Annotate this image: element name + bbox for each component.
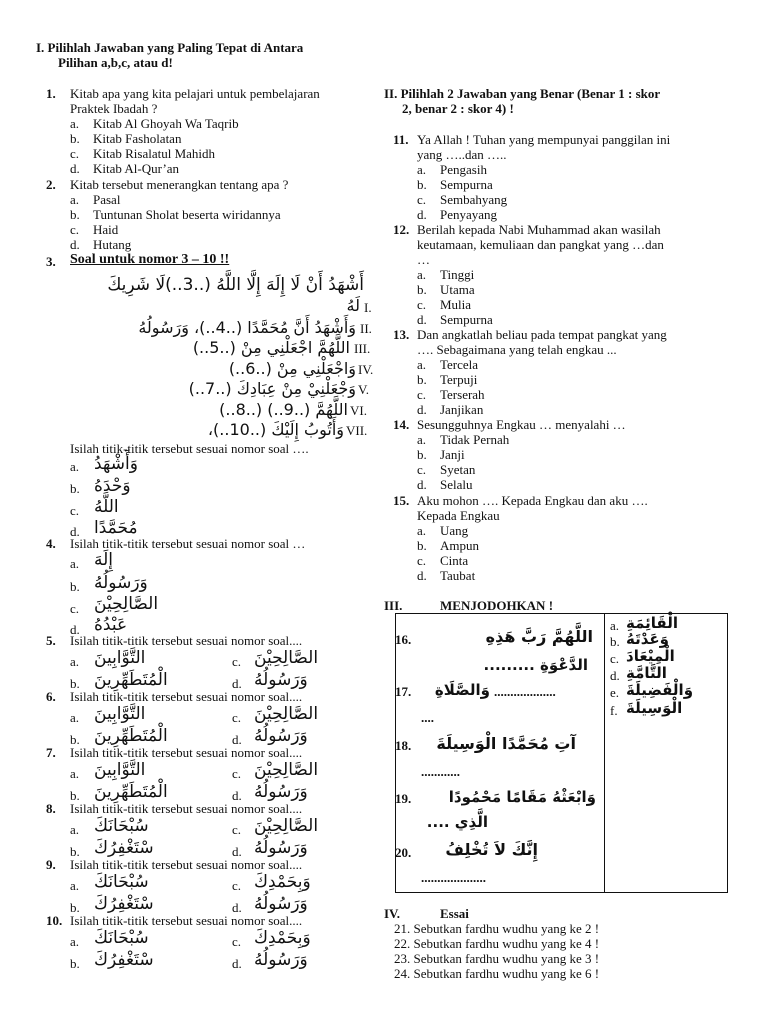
option-letter: a. xyxy=(70,878,80,893)
option-letter: d. xyxy=(70,237,80,252)
option-letter: c. xyxy=(417,297,427,312)
option-arabic: وَبِحَمْدِكَ xyxy=(254,928,311,948)
question-text: Kepada Engkau xyxy=(417,508,500,523)
option-arabic: سُبْحَانَكَ xyxy=(94,816,149,836)
matching-choice-letter: b. xyxy=(610,634,620,649)
passage-line: لَهُ xyxy=(346,296,360,315)
option-letter: b. xyxy=(70,676,80,691)
option-letter: c. xyxy=(70,601,80,616)
option-arabic: سْتَغْفِرُكَ xyxy=(94,894,154,914)
option-letter: d. xyxy=(232,900,242,915)
option-arabic: سُبْحَانَكَ xyxy=(94,872,149,892)
option-letter: d. xyxy=(417,312,427,327)
option-text: Janji xyxy=(440,447,465,462)
passage-line: وَاجْعَلْنِي مِنْ (..6..) xyxy=(228,359,356,378)
section3-title: MENJODOHKAN ! xyxy=(440,598,554,613)
option-arabic: وَرَسُولُهُ xyxy=(254,950,308,970)
matching-choice-letter: a. xyxy=(610,618,620,633)
option-letter: d. xyxy=(232,676,242,691)
question-prompt: Isilah titik-titik tersebut sesuai nomor soal.... xyxy=(70,633,303,648)
matching-item-arabic-line2: الَّذِي .... xyxy=(426,813,488,831)
option-arabic: إِلَهَ xyxy=(94,550,114,570)
option-arabic: سُبْحَانَكَ xyxy=(94,928,149,948)
option-arabic: وَرَسُولُهُ xyxy=(254,726,308,746)
section3-label: III. xyxy=(384,598,403,613)
roman-numeral: IV. xyxy=(358,362,374,377)
option-text: Kitab Risalatul Mahidh xyxy=(93,146,216,161)
option-letter: d. xyxy=(70,161,80,176)
question-text: …. Sebagaimana yang telah engkau ... xyxy=(417,342,617,357)
option-arabic: وَرَسُولُهُ xyxy=(254,838,308,858)
question-number: 14. xyxy=(393,417,410,432)
option-arabic: عَبْدُهُ xyxy=(94,615,128,635)
option-letter: b. xyxy=(70,844,80,859)
matching-choice-letter: d. xyxy=(610,668,620,683)
passage-line: أَشْهَدُ أَنْ لَا إِلَهَ إِلَّا اللَّهُ (..3..)لَا شَرِيكَ xyxy=(107,275,364,295)
option-letter: d. xyxy=(70,524,80,539)
matching-item-arabic: إِنَّكَ لاَ تُخْلِفُ xyxy=(445,840,538,859)
option-letter: a. xyxy=(70,556,80,571)
option-letter: b. xyxy=(417,538,427,553)
option-letter: a. xyxy=(417,357,427,372)
question-text: Dan angkatlah beliau pada tempat pangkat yang xyxy=(417,327,667,342)
option-letter: c. xyxy=(70,503,80,518)
option-letter: c. xyxy=(232,766,242,781)
option-text: Terpuji xyxy=(440,372,478,387)
option-letter: c. xyxy=(417,553,427,568)
option-letter: a. xyxy=(70,934,80,949)
option-letter: b. xyxy=(70,900,80,915)
option-letter: c. xyxy=(417,192,427,207)
question-text: Kitab apa yang kita pelajari untuk pembelajaran xyxy=(70,86,320,101)
matching-choice-arabic: الْقَائِمَةِ xyxy=(626,614,678,632)
section1-heading-line1: I. Pilihlah Jawaban yang Paling Tepat di Antara xyxy=(36,40,304,55)
option-letter: d. xyxy=(232,732,242,747)
option-letter: d. xyxy=(70,622,80,637)
question-number: 10. xyxy=(46,913,63,928)
essay-item: 21. Sebutkan fardhu wudhu yang ke 2 ! xyxy=(394,921,600,936)
option-letter: b. xyxy=(417,177,427,192)
option-text: Sempurna xyxy=(440,312,493,327)
matching-item-number: 19. xyxy=(395,791,412,806)
question-prompt: Isilah titik-titik tersebut sesuai nomor soal.... xyxy=(70,913,303,928)
option-letter: b. xyxy=(70,131,80,146)
option-letter: b. xyxy=(417,282,427,297)
option-arabic: اللَّهُ xyxy=(94,497,119,517)
question-number: 2. xyxy=(46,177,56,192)
option-arabic: وَرَسُولُهُ xyxy=(94,573,148,593)
passage-line: وَأَتُوبُ إِلَيْكَ (..10..)، xyxy=(207,420,344,439)
essay-item: 24. Sebutkan fardhu wudhu yang ke 6 ! xyxy=(394,966,600,981)
option-arabic: وَرَسُولُهُ xyxy=(254,670,308,690)
option-arabic: وَحْدَهُ xyxy=(94,476,131,496)
matching-item-number: 17. xyxy=(395,684,412,699)
question-prompt: Isilah titik-titik tersebut sesuai nomor soal …. xyxy=(70,441,309,456)
option-arabic: التَّوَّابِينَ xyxy=(94,760,146,780)
question-number: 9. xyxy=(46,857,56,872)
matching-choice-arabic: الْوَسِيلَةَ xyxy=(626,699,683,717)
option-letter: a. xyxy=(70,710,80,725)
option-arabic: وَأَشْهَدُ xyxy=(94,454,138,474)
roman-numeral: III. xyxy=(354,341,371,356)
option-text: Uang xyxy=(440,523,469,538)
question-text: Aku mohon …. Kepada Engkau dan aku …. xyxy=(417,493,648,508)
matching-choice-letter: f. xyxy=(610,703,618,718)
matching-choice-arabic: وَعَدْتَهُ xyxy=(626,630,669,648)
question-number: 6. xyxy=(46,689,56,704)
matching-item-arabic: اللَّهُمَّ رَبَّ هَذِهِ xyxy=(485,627,593,646)
option-text: Terserah xyxy=(440,387,485,402)
option-text: Tinggi xyxy=(440,267,475,282)
question-number: 11. xyxy=(393,132,409,147)
option-letter: a. xyxy=(70,459,80,474)
option-arabic: التَّوَّابِينَ xyxy=(94,648,146,668)
matching-item-arabic: وَابْعَثْهُ مَقَامًا مَحْمُودًا xyxy=(448,788,596,806)
option-letter: c. xyxy=(232,710,242,725)
option-letter: d. xyxy=(417,402,427,417)
matching-choice-arabic: التَّامَّةِ xyxy=(626,664,667,682)
question-prompt: Isilah titik-titik tersebut sesuai nomor soal.... xyxy=(70,689,303,704)
option-letter: c. xyxy=(417,462,427,477)
matching-item-arabic: وَالصَّلَاةِ xyxy=(434,681,490,699)
question-number: 5. xyxy=(46,633,56,648)
roman-numeral: VII. xyxy=(346,423,368,438)
option-text: Hutang xyxy=(93,237,132,252)
question-number: 7. xyxy=(46,745,56,760)
matching-item-dots: ................... xyxy=(494,684,556,699)
option-text: Syetan xyxy=(440,462,476,477)
option-arabic: الصَّالِحِيْنَ xyxy=(254,648,319,668)
question-prompt: Isilah titik-titik tersebut sesuai nomor soal … xyxy=(70,536,306,551)
option-text: Sempurna xyxy=(440,177,493,192)
option-arabic: وَرَسُولُهُ xyxy=(254,894,308,914)
option-letter: c. xyxy=(417,387,427,402)
passage-line: وَأَشْهَدُ أَنَّ مُحَمَّدًا (..4..)، وَرَسُولُهُ xyxy=(138,318,356,337)
passage-line: اللَّهُمَّ اجْعَلْنِي مِنْ (..5..) xyxy=(192,338,350,357)
question-text: Sesungguhnya Engkau … menyalahi … xyxy=(417,417,626,432)
question-number: 15. xyxy=(393,493,410,508)
option-letter: d. xyxy=(417,477,427,492)
roman-numeral: I. xyxy=(364,300,372,315)
option-letter: a. xyxy=(70,192,80,207)
option-text: Sembahyang xyxy=(440,192,508,207)
question-text: Praktek Ibadah ? xyxy=(70,101,158,116)
option-letter: c. xyxy=(232,878,242,893)
matching-item-number: 18. xyxy=(395,738,412,753)
matching-choice-letter: e. xyxy=(610,685,620,700)
question-text: Ya Allah ! Tuhan yang mempunyai panggilan ini xyxy=(417,132,671,147)
matching-item-number: 20. xyxy=(395,845,412,860)
option-letter: b. xyxy=(70,579,80,594)
option-text: Ampun xyxy=(440,538,479,553)
question-prompt: Isilah titik-titik tersebut sesuai nomor soal.... xyxy=(70,801,303,816)
option-letter: a. xyxy=(70,766,80,781)
roman-numeral: VI. xyxy=(350,403,367,418)
option-letter: a. xyxy=(417,432,427,447)
option-arabic: الصَّالِحِيْنَ xyxy=(254,760,319,780)
option-letter: b. xyxy=(417,447,427,462)
question-number: 8. xyxy=(46,801,56,816)
essay-item: 22. Sebutkan fardhu wudhu yang ke 4 ! xyxy=(394,936,600,951)
option-letter: b. xyxy=(70,481,80,496)
question-text: Kitab tersebut menerangkan tentang apa ? xyxy=(70,177,289,192)
option-letter: d. xyxy=(232,788,242,803)
option-letter: d. xyxy=(417,568,427,583)
option-arabic: وَرَسُولُهُ xyxy=(254,782,308,802)
question-text: Berilah kepada Nabi Muhammad akan wasilah xyxy=(417,222,661,237)
option-letter: a. xyxy=(417,162,427,177)
option-arabic: سْتَغْفِرُكَ xyxy=(94,838,154,858)
question-number: 3. xyxy=(46,254,56,269)
option-text: Kitab Fasholatan xyxy=(93,131,182,146)
option-arabic: سْتَغْفِرُكَ xyxy=(94,950,154,970)
option-text: Taubat xyxy=(440,568,476,583)
option-letter: b. xyxy=(417,372,427,387)
matching-item-dots-line2: ............ xyxy=(421,764,460,779)
question-prompt: Isilah titik-titik tersebut sesuai nomor soal.... xyxy=(70,745,303,760)
matching-item-dots-line2: .................... xyxy=(421,870,486,885)
option-text: Pengasih xyxy=(440,162,487,177)
section4-label: IV. xyxy=(384,906,401,921)
essay-item: 23. Sebutkan fardhu wudhu yang ke 3 ! xyxy=(394,951,600,966)
option-letter: a. xyxy=(417,267,427,282)
option-letter: b. xyxy=(70,956,80,971)
section4-title: Essai xyxy=(440,906,469,921)
option-letter: a. xyxy=(70,822,80,837)
passage-line: اللَّهُمَّ (..9..) (..8..) xyxy=(219,400,348,419)
option-letter: d. xyxy=(417,207,427,222)
question-number: 13. xyxy=(393,327,410,342)
passage-title: Soal untuk nomor 3 – 10 !! xyxy=(70,252,230,267)
question-number: 12. xyxy=(393,222,410,237)
passage-line: وَجْعَلْنِيْ مِنْ عِبَادِكَ (..7..) xyxy=(188,379,356,398)
section2-heading-line2: 2, benar 2 : skor 4) ! xyxy=(402,101,514,116)
option-letter: d. xyxy=(232,844,242,859)
option-letter: b. xyxy=(70,788,80,803)
matching-item-arabic-line2: الدَّعْوَةِ ......... xyxy=(483,656,588,674)
option-text: Tidak Pernah xyxy=(440,432,510,447)
option-arabic: الصَّالِحِيْنَ xyxy=(254,704,319,724)
option-text: Penyayang xyxy=(440,207,498,222)
option-text: Tuntunan Sholat beserta wiridannya xyxy=(93,207,281,222)
roman-numeral: V. xyxy=(358,382,369,397)
option-text: Mulia xyxy=(440,297,472,312)
option-letter: d. xyxy=(232,956,242,971)
matching-item-number: 16. xyxy=(395,632,412,647)
question-prompt: Isilah titik-titik tersebut sesuai nomor soal.... xyxy=(70,857,303,872)
option-text: Cinta xyxy=(440,553,469,568)
matching-choice-letter: c. xyxy=(610,651,620,666)
option-text: Janjikan xyxy=(440,402,484,417)
option-arabic: مُحَمَّدًا xyxy=(94,518,138,538)
option-letter: b. xyxy=(70,207,80,222)
matching-choice-arabic: الْمِيْعَادَ xyxy=(626,647,675,665)
question-text: yang …..dan ….. xyxy=(417,147,507,162)
option-text: Haid xyxy=(93,222,119,237)
section1-heading-line2: Pilihan a,b,c, atau d! xyxy=(58,55,173,70)
option-text: Kitab Al Ghoyah Wa Taqrib xyxy=(93,116,239,131)
option-letter: c. xyxy=(232,654,242,669)
option-arabic: الصَّالِحِيْنَ xyxy=(94,594,159,614)
question-number: 4. xyxy=(46,536,56,551)
option-arabic: الْمُتَطَهِّرِينَ xyxy=(94,782,168,802)
option-text: Pasal xyxy=(93,192,121,207)
option-letter: c. xyxy=(232,934,242,949)
option-text: Kitab Al-Qur’an xyxy=(93,161,180,176)
matching-item-arabic: آتِ مُحَمَّدًا الْوَسِيلَةَ xyxy=(436,734,576,753)
option-arabic: وَبِحَمْدِكَ xyxy=(254,872,311,892)
option-text: Selalu xyxy=(440,477,473,492)
option-letter: c. xyxy=(232,822,242,837)
option-arabic: الْمُتَطَهِّرِينَ xyxy=(94,670,168,690)
matching-item-dots-line2: .... xyxy=(421,710,434,725)
option-letter: c. xyxy=(70,146,80,161)
option-letter: a. xyxy=(70,116,80,131)
roman-numeral: II. xyxy=(360,321,372,336)
option-letter: a. xyxy=(417,523,427,538)
option-text: Tercela xyxy=(440,357,479,372)
question-text: keutamaan, kemuliaan dan pangkat yang …dan xyxy=(417,237,664,252)
question-text: … xyxy=(417,252,430,267)
option-letter: b. xyxy=(70,732,80,747)
option-text: Utama xyxy=(440,282,475,297)
option-arabic: التَّوَّابِينَ xyxy=(94,704,146,724)
option-arabic: الصَّالِحِيْنَ xyxy=(254,816,319,836)
option-arabic: الْمُتَطَهِّرِينَ xyxy=(94,726,168,746)
option-letter: a. xyxy=(70,654,80,669)
section2-heading-line1: II. Pilihlah 2 Jawaban yang Benar (Benar 1 : skor xyxy=(384,86,661,101)
question-number: 1. xyxy=(46,86,56,101)
option-letter: c. xyxy=(70,222,80,237)
matching-choice-arabic: وَالْفَضِيلَةَ xyxy=(626,681,694,699)
